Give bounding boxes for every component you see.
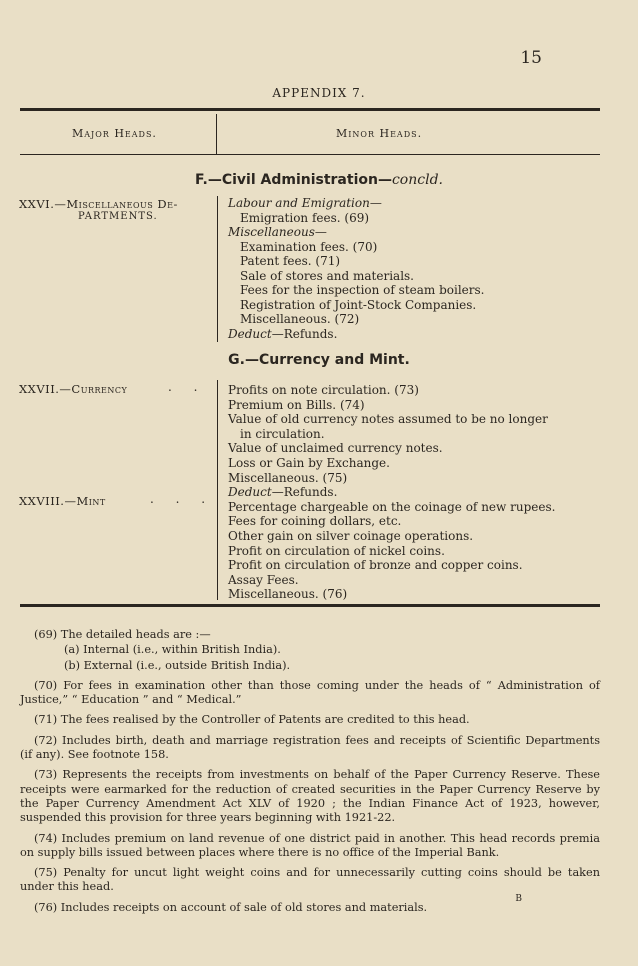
minor-head-item: in circulation. <box>240 426 325 441</box>
section-f-title-text: F.—Civil Administration— <box>195 172 392 188</box>
minor-head-item: Loss or Gain by Exchange. <box>228 455 390 470</box>
major-head-xxvii <box>19 382 127 396</box>
minor-head-item: Other gain on silver coinage operations. <box>228 528 474 543</box>
minor-head-item: Profits on note circulation. (73) <box>228 383 419 397</box>
minor-head-item: Deduct—Refunds. <box>228 485 338 500</box>
major-head-xxviii-label: XXVIII.—Mint <box>19 494 106 508</box>
appendix-title: APPENDIX 7. <box>272 86 366 100</box>
major-head-xxvii-label: XXVII.—Currency <box>19 382 128 396</box>
minor-head-item: Labour and Emigration— <box>228 196 382 210</box>
minor-head-item: Miscellaneous. (76) <box>228 587 348 602</box>
minor-head-item: Registration of Joint-Stock Companies. <box>240 297 477 312</box>
minor-divider-f <box>217 196 218 342</box>
footnote-69a: (a) Internal (i.e., within British India). <box>64 643 281 657</box>
minor-heads-g <box>228 383 555 602</box>
leader-dots-xxvii: . . <box>168 380 207 394</box>
minor-head-item: Value of old currency notes assumed to be no longer <box>228 412 548 427</box>
minor-head-item: Deduct—Refunds. <box>228 326 338 341</box>
footnote-73: (73) Represents the receipts from investments on behalf of the Paper Currency Reserve. These receipts were earmarked for the reduction of created securities in the Paper Currency Reserve by the Paper Currency Amendment Act XLV of 1920 ; the Indian Finance Act of 1923, however, suspended this provision for three years beginning with 1921-22. <box>20 768 600 825</box>
minor-heads-f <box>228 196 485 341</box>
section-f-suffix: concld. <box>391 172 443 188</box>
minor-head-item: Miscellaneous. (75) <box>228 470 348 485</box>
minor-heads-header: Minor Heads. <box>336 127 423 140</box>
footnote-71: (71) The fees realised by the Controller of Patents are credited to this head. <box>34 713 470 727</box>
signature-mark: B <box>515 894 522 904</box>
minor-head-item: Miscellaneous— <box>228 225 327 239</box>
minor-divider-g <box>217 380 218 600</box>
bottom-rule <box>20 604 600 607</box>
footnote-74: (74) Includes premium on land revenue of one district paid in another. This head records premia on supply bills issued between places where there is no office of the Imperial Bank. <box>20 831 600 859</box>
minor-head-item: Profit on circulation of bronze and copper coins. <box>228 558 523 573</box>
major-head-xxviii <box>19 494 106 508</box>
top-rule <box>20 108 600 111</box>
footnote-69b: (b) External (i.e., outside British India). <box>64 658 291 672</box>
minor-head-item: Patent fees. (71) <box>240 254 341 268</box>
minor-head-item: Fees for coining dollars, etc. <box>228 514 402 529</box>
minor-head-item: Sale of stores and materials. <box>240 268 414 283</box>
footnote-75: (75) Penalty for uncut light weight coins and for unnecessarily cutting coins should be taken under this head. <box>20 866 600 894</box>
minor-head-item: Examination fees. (70) <box>240 239 378 254</box>
major-head-xxvi <box>19 197 178 211</box>
major-head-xxvi-line1: XXVI.—Miscellaneous De- <box>19 197 178 211</box>
footnotes <box>20 628 600 921</box>
minor-head-item: Miscellaneous. (72) <box>240 312 360 326</box>
footnote-72: (72) Includes birth, death and marriage registration fees and receipts of Scientific Departments (if any). See footnote 158. <box>20 733 600 762</box>
footnote-76: (76) Includes receipts on account of sale of old stores and materials. <box>34 900 428 914</box>
major-heads-header: Major Heads. <box>72 127 157 140</box>
section-f-title <box>0 172 638 188</box>
footnote-70: (70) For fees in examination other than those coming under the heads of “ Administration of Justice,” “ Education ” and “ Medical.” <box>20 678 600 707</box>
header-divider <box>216 114 217 154</box>
minor-head-item: Profit on circulation of nickel coins. <box>228 543 445 558</box>
minor-head-item: Fees for the inspection of steam boilers. <box>240 283 485 297</box>
leader-dots-xxviii: . . . <box>150 492 215 506</box>
minor-head-item: Emigration fees. (69) <box>240 210 370 225</box>
header-rule <box>20 154 600 155</box>
major-head-xxvi-line2: PARTMENTS. <box>78 211 158 222</box>
footnote-69: (69) The detailed heads are :— <box>34 628 211 641</box>
minor-head-item: Assay Fees. <box>228 572 299 587</box>
page-number: 15 <box>520 48 542 68</box>
minor-head-item: Percentage chargeable on the coinage of new rupees. <box>228 499 556 514</box>
minor-head-item: Premium on Bills. (74) <box>228 397 365 412</box>
section-g-title: G.—Currency and Mint. <box>228 352 410 368</box>
minor-head-item: Value of unclaimed currency notes. <box>228 441 443 456</box>
